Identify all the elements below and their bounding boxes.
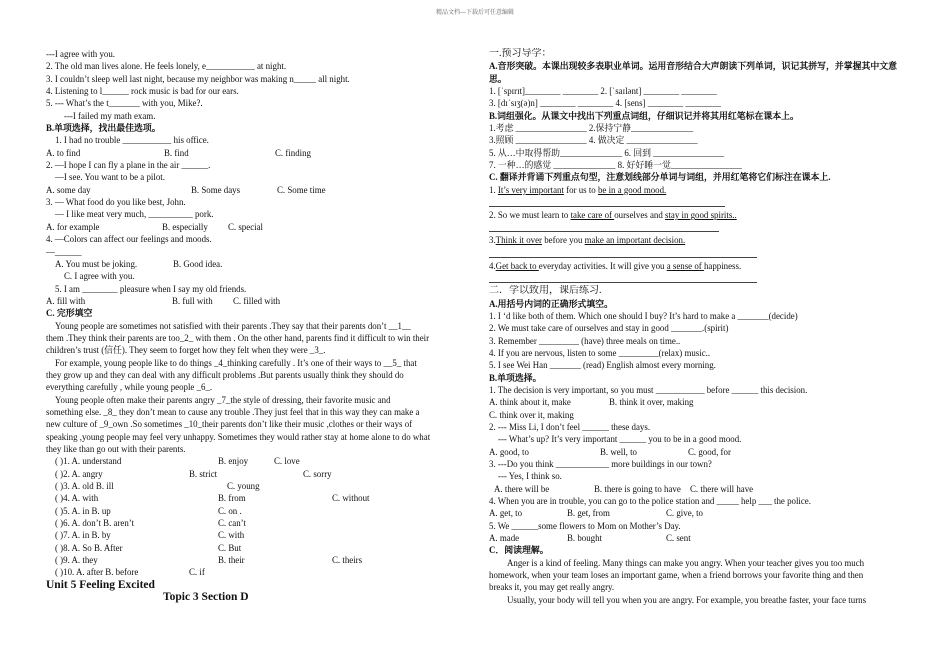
phrase-line: 5. 从…中取得帮助______________ 6. 回到 ________________ [489,147,725,158]
fill-line: 1. I ‘d like both of them. Which one should I buy? It’s hard to make a _______(decide) [489,310,798,321]
option-c: C. think over it, making [489,409,574,420]
cloze-option-row [46,480,464,492]
cloze-line: speaking ,young people may feel very unhappy. Sometimes they would rather stay at home alone to do what [46,431,431,442]
option-a: A. You must be joking. [55,258,138,269]
answer-line [489,247,757,258]
option-b: C. on . [218,505,242,516]
mc-question-reply: --- What’s up? It’s very important ______ you to be in a good mood. [498,434,742,445]
mc-options [489,446,909,458]
option-a: A. made [489,533,520,544]
option-b: C. if [189,567,205,578]
sentence-text: before you [542,235,585,246]
section-c-title: C. 翻译并背诵下列重点句型，注意划线部分单词与词组，并用红笔将它们标注在课本上. [489,172,831,183]
mc-question: 3. ---Do you think ____________ more buildings in our town? [489,458,712,469]
cloze-option-row [46,529,464,541]
section-b-title: B.单项选择，找出最佳选项。 [46,123,161,134]
option-b: B. there is going to have [594,483,681,494]
underlined-phrase: It’s very important [497,184,564,195]
fill-line: ---I failed my math exam. [64,110,156,121]
right-column [489,48,909,606]
cloze-option-row [46,566,464,578]
option-c: C. special [228,221,263,232]
option-c: C. filled with [233,295,281,306]
reading-line: Anger is a kind of feeling. Many things can make you angry. When your teacher gives you too much [507,557,865,568]
mc-options [489,507,909,519]
option-c: C. Some time [277,184,326,195]
option-a: ( )7. A. in B. by [55,530,111,541]
mc-question-reply: —I see. You want to be a pilot. [55,172,165,183]
option-a: A. get, to [489,508,523,519]
cloze-option-row [46,455,464,467]
option-c: C. young [227,481,260,492]
cloze-line: new culture of _9_own .So sometimes _10_their parents don’t like their music ,clothes or their ways of [46,419,413,430]
option-b: B. full with [172,295,213,306]
option-b: B. especially [162,221,208,232]
cloze-option-row [46,554,464,566]
fill-line: 2. We must take care of ourselves and stay in good _______.(spirit) [489,323,729,334]
option-b: B. get, from [567,508,610,519]
option-a: ( )6. A. don’t B. aren’t [55,518,135,529]
section-c2-title: C．阅读理解。 [489,545,549,556]
cloze-line: Young people often make their parents angry _7_the style of dressing, their favorite music and [55,394,391,405]
option-c: C. give, to [666,508,703,519]
option-b: C. can’t [218,518,246,529]
sentence-text: happiness. [703,260,742,271]
section-a2-title: A.用括号内词的正确形式填空。 [489,298,614,309]
option-b: B. Good idea. [173,258,223,269]
option-b: C. with [218,530,245,541]
section-b2-title: B.单项选择。 [489,372,542,383]
option-c: C. sent [666,533,691,544]
cloze-line: them .They think their parents are too_2_ with them . On the other hand, parents find it difficult to win their [46,332,430,343]
option-b: B. from [218,493,246,504]
option-c: C. finding [275,147,311,158]
option-a: ( )3. A. old B. ill [55,481,114,492]
sentence-text: 3. [489,235,496,246]
fill-line: 3. Remember _________ (have) three meals on time.. [489,335,681,346]
sentence-text: everyday activities. It will give you [538,260,667,271]
sentence-text: 2. So we must learn to [489,210,571,221]
cloze-option-row [46,517,464,529]
answer-line [489,196,725,207]
cloze-line: they like than go out with their parents. [46,444,186,454]
fill-line: ---I agree with you. [46,49,115,59]
fill-line: 5. I see Wei Han _______ (read) English almost every morning. [489,360,716,371]
unit-title: Unit 5 Feeling Excited [46,578,155,591]
phonetic-line: 1. [ˈspɪrɪt]________ ________ 2. [ˈsaɪlənt] ________ ________ [489,86,717,97]
cloze-line: everything carefully , while young people _6_. [46,382,213,393]
page-header: 精品文档---下载后可任意编辑 [436,10,514,16]
option-c: C. theirs [332,555,363,566]
cloze-option-row [46,468,464,480]
mc-options [46,221,464,233]
mc-question-reply: — I like meat very much, __________ pork. [55,209,214,220]
option-b: B. strict [189,468,218,479]
sentence [489,184,909,196]
part2-title: 二．学以致用，课后练习. [489,285,602,297]
option-a: A. fill with [46,295,86,306]
reading-line: Usually, your body will tell you when you are angry. For example, you breathe faster, your face turns [507,594,867,605]
phonetic-line: 3. [dɪˈsɪʒ(ə)n] ________ ________ 4. [sens] ________ ________ [489,98,721,109]
answer-line [489,272,757,283]
option-a: ( )9. A. they [55,555,98,566]
cloze-option-row [46,542,464,554]
option-b: B. well, to [600,446,637,457]
sentence-text: for us to [563,184,598,195]
underlined-phrase: take care of [570,210,615,221]
option-a: A. for example [46,221,100,232]
underlined-phrase: make an important decision. [584,235,686,246]
option-b: B. their [218,555,245,566]
fill-line: 3. I couldn’t sleep well last night, because my neighbor was making n_____ all night. [46,73,350,84]
sentence-text: 1. [489,184,498,195]
option-c: C. love [274,456,300,467]
mc-question: 1. The decision is very important, so you must ___________ before ______ this decision. [489,384,808,395]
mc-options [46,147,464,159]
reading-line: homework, when your team loses an important game, when a friend borrows your favorite thing and then [489,570,864,581]
mc-question-reply: --- Yes, I think so. [498,471,562,482]
sentence-text: ourselves and [614,210,665,221]
option-a: A. to find [46,147,81,158]
mc-options [489,396,909,408]
option-a: ( )8. A. So B. After [55,542,123,553]
sentence [489,234,909,246]
option-a: A. some day [46,184,91,195]
mc-question: 5. I am ________ pleasure when I say my old friends. [55,283,247,294]
phrase-line: 3.照顾 ________________ 4. 做决定 ________________ [489,135,698,146]
option-a: ( )5. A. in B. up [55,505,111,516]
mc-question-reply: —______ [46,246,82,257]
mc-question: 2. --- Miss Li, I don’t feel ______ these days. [489,421,651,432]
part1-title: 一.预习导学： [489,48,552,59]
underlined-phrase: Get back to [495,260,539,271]
option-a: ( )2. A. angry [55,468,103,479]
fill-line: 4. If you are nervous, listen to some _________(relax) music.. [489,347,711,358]
underlined-phrase: a sense of [666,260,704,271]
mc-options [489,532,909,544]
option-b: B. think it over, making [609,397,694,408]
fill-line: 2. The old man lives alone. He feels lonely, e___________ at night. [46,61,287,72]
mc-question: 4. When you are in trouble, you can go to the police station and _____ help ___ the police. [489,496,811,506]
mc-options [46,184,464,196]
phrase-line: 1.考虑 ________________ 2.保持宁静______________ [489,123,694,134]
cloze-option-row [46,492,464,504]
mc-question: 5. We ______some flowers to Mom on Mother’s Day. [489,520,681,531]
answer-line [489,221,719,232]
sentence [489,260,909,272]
underlined-phrase: stay in good spirits.. [664,210,737,221]
option-a: ( )1. A. understand [55,456,122,467]
cloze-option-row [46,505,464,517]
option-a: A. there will be [494,483,550,494]
sentence [489,209,909,221]
mc-question: 4. —Colors can affect our feelings and moods. [46,234,212,245]
section-c-title: C. 完形填空 [46,308,93,319]
mc-options [46,295,464,307]
cloze-line: Young people are sometimes not satisfied with their parents .They say that their parents don’t __1__ [55,320,411,331]
underlined-phrase: be in a good mood. [597,184,667,195]
fill-line: 5. --- What’s the t_______ with you, Mike?. [46,98,203,109]
mc-options [489,483,909,495]
section-b-title: B.词组强化。从课文中找出下列重点词组，仔细识记并将其用红笔标在课本上。 [489,110,799,121]
reading-line: breaks it, you may get really angry. [489,582,615,593]
option-b: B. Some days [191,184,241,195]
option-c: C. good, for [688,446,731,457]
underlined-phrase: Think it over [495,235,542,246]
option-b: C. But [218,542,242,553]
option-b: B. bought [567,533,603,544]
option-a: A. good, to [489,446,529,457]
topic-title: Topic 3 Section D [163,591,249,604]
mc-question: 1. I had no trouble ___________ his office. [55,135,209,146]
sentence-text: 4. [489,260,496,271]
option-c: C. without [332,493,370,504]
option-a: ( )10. A. after B. before [55,567,139,578]
mc-question: 3. — What food do you like best, John. [46,197,186,208]
phrase-line: 7. 一种…的感觉 ______________ 8. 好好睡一觉________________ [489,160,742,171]
cloze-line: For example, young people like to do things _4_thinking carefully . It’s one of their ways to __5_ that [55,357,417,368]
mc-options [46,258,464,270]
option-a: A. think about it, make [489,397,571,408]
fill-line: 4. Listening to l______ rock music is bad for our ears. [46,86,239,97]
section-a-title: A.音形突破。本课出现较多表职业单词。运用音形结合大声朗读下列单词，识记其拼写，并掌握其中文意思。 [489,61,897,84]
option-b: B. enjoy [218,456,249,467]
option-a: ( )4. A. with [55,493,99,504]
option-c: C. there will have [690,483,754,494]
option-c: C. sorry [303,468,332,479]
option-c: C. I agree with you. [64,271,135,282]
cloze-line: something else. _8_ they don’t mean to cause any trouble .They just feel that in this way they can make a [46,406,420,417]
cloze-line: children’s trust (信任). They seem to forget how they felt when they were _3_. [46,345,326,356]
option-b: B. find [164,147,189,158]
cloze-line: they grow up and they can deal with any difficult problems .But parents usually think they should do [46,369,404,380]
left-column [46,48,464,603]
mc-question: 2. —I hope I can fly a plane in the air ______. [46,160,211,171]
